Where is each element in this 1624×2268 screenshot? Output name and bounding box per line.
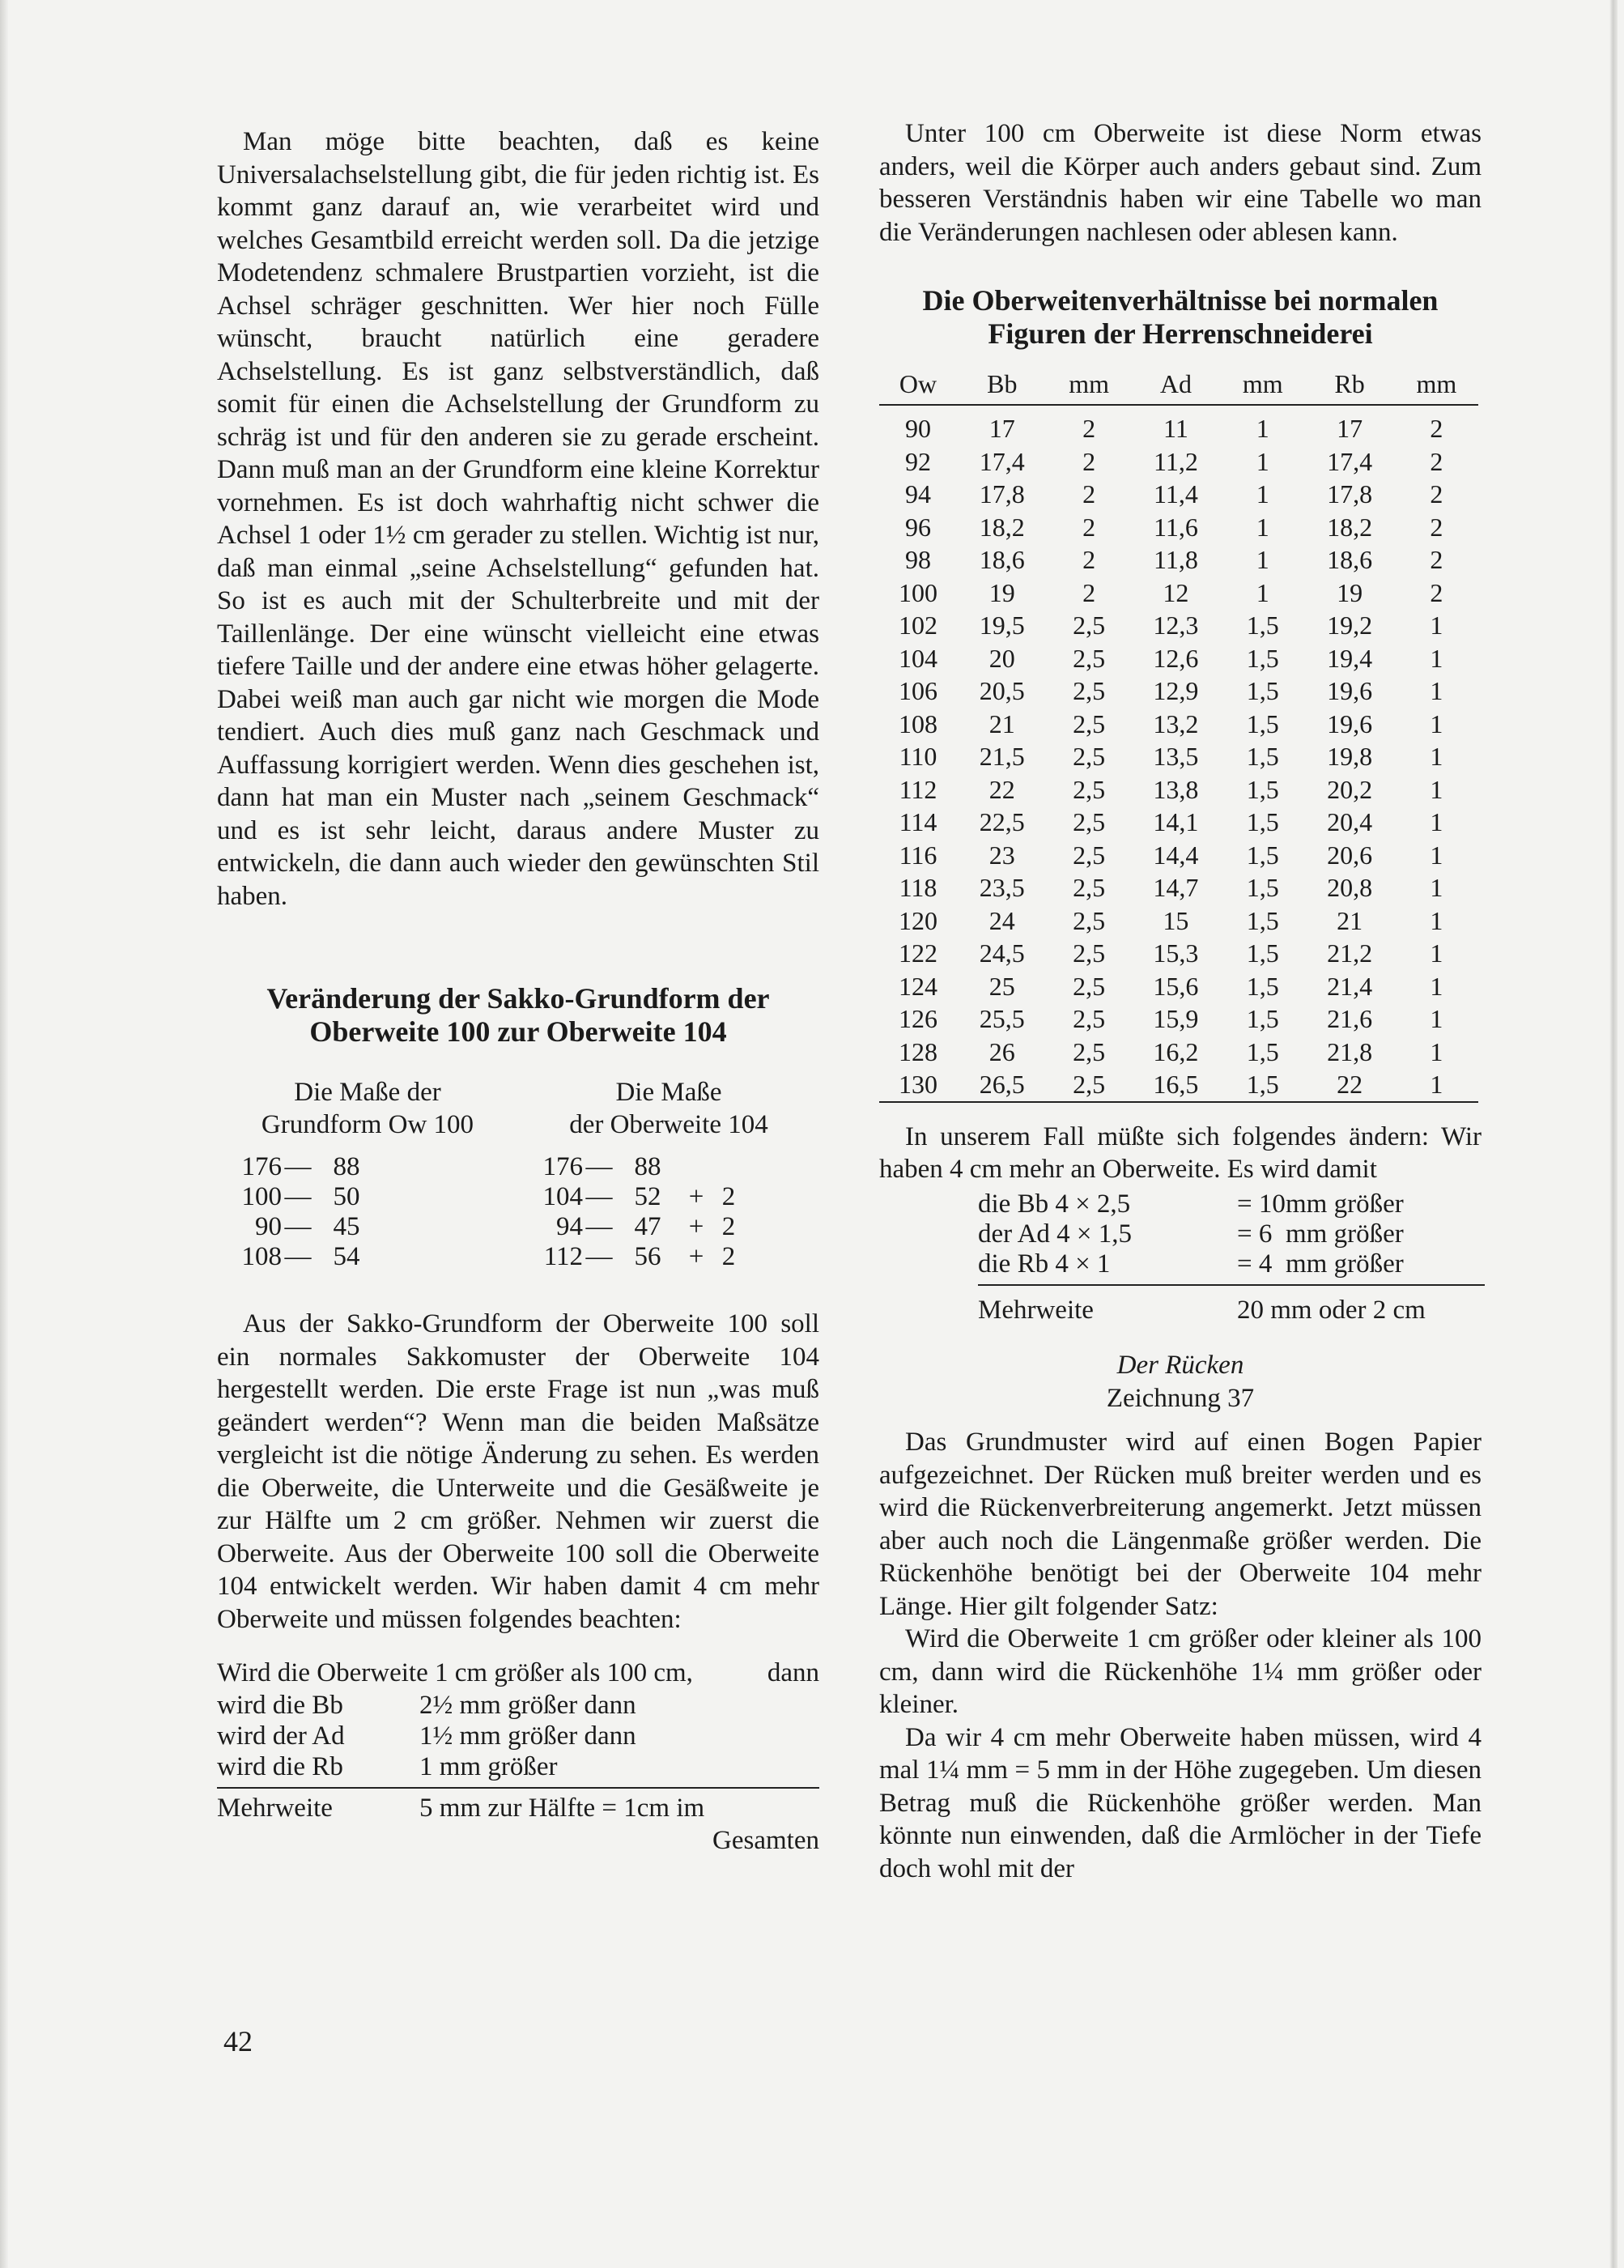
table-cell: 14,7 xyxy=(1153,873,1199,902)
measure-row: 94 — 47 + 2 xyxy=(556,1212,736,1241)
intro-paragraph: Man möge bitte beachten, daß es keine Universalachselstellung gibt, die für jeden richtig ist. Es kommt ganz darauf an, wie verarbeitet wird und welches Gesamtbild erreicht werden soll. Da die jetzige Modetendenz schmalere Brustpartien vorzieht, ist die Achsel schräger geschnitten. Wer hier noch Fülle wünscht, braucht natürlich eine geradere Achselstellung. Es ist ganz selbstverständlich, daß somit für einen die Achselstellung der Grundform zu schräg ist und für den anderen sie zu gerade erscheint. Dann muß man an der Grundform eine kleine Korrektur vornehmen. Es ist doch wahrhaftig nicht schwer die Achsel 1 oder 1½ cm gerader zu stellen. Wichtig ist nur, daß man einmal „seine Achselstellung“ gefunden hat. So ist es auch mit der Schulterbreite und mit der Taillenlänge. Der eine wünscht vielleicht eine etwas tiefere Taille und der andere eine etwas höher gelagerte. Dabei weiß man auch gar nicht wie morgen die Mode tendiert. Auch dies muß ganz nach Geschmack und Auffassung korrigiert werden. Wenn dies geschehen ist, dann hat man ein Muster nach „seinem Geschmack“ und es ist sehr leicht, daraus andere Muster zu entwickeln, die dann auch wieder den gewünschten Stil haben. xyxy=(217,127,819,911)
table-cell: 1,5 xyxy=(1246,611,1279,640)
table-cell: 2,5 xyxy=(1073,807,1106,836)
table-cell: 2,5 xyxy=(1073,611,1106,640)
table-cell: 12,3 xyxy=(1153,611,1199,640)
table-cell: 17,8 xyxy=(1327,479,1373,508)
left-column xyxy=(217,126,819,1857)
table-cell: 21,2 xyxy=(1327,938,1373,968)
table-cell: 13,8 xyxy=(1153,774,1199,804)
table-cell: 21 xyxy=(1337,905,1363,935)
calc-row: der Ad 4 × 1,5 = 6 mm größer xyxy=(978,1219,1404,1249)
table-cell: 2 xyxy=(1430,577,1443,607)
table-cell: 12,9 xyxy=(1153,676,1199,705)
table-cell: 21,4 xyxy=(1327,971,1373,1001)
table-cell: 1 xyxy=(1430,708,1443,738)
table-cell: 19,2 xyxy=(1327,611,1373,640)
table-cell: 1 xyxy=(1430,938,1443,968)
table-cell: 19,5 xyxy=(979,611,1025,640)
table-cell: 14,4 xyxy=(1153,840,1199,870)
after-table-paragraph: In unserem Fall müßte sich folgendes ändern: Wir haben 4 cm mehr an Oberweite. Es wird damit xyxy=(879,1121,1482,1184)
table-header-cell: Ad xyxy=(1159,368,1192,398)
table-cell: 1 xyxy=(1256,577,1269,607)
measures-left xyxy=(217,1076,518,1272)
table-row xyxy=(879,937,1478,970)
table-cell: 16,2 xyxy=(1153,1036,1199,1066)
table-cell: 1,5 xyxy=(1246,643,1279,673)
table-cell: 1 xyxy=(1430,676,1443,705)
table-cell: 2,5 xyxy=(1073,840,1106,870)
table-cell: 24 xyxy=(988,905,1015,935)
table-cell: 1,5 xyxy=(1246,938,1279,968)
table-cell: 1 xyxy=(1256,545,1269,574)
measures-right-head: Die Maße der Oberweite 104 xyxy=(569,1078,768,1139)
table-cell: 2,5 xyxy=(1073,938,1106,968)
table-cell: 17 xyxy=(1337,414,1363,443)
table-cell: 1,5 xyxy=(1246,742,1279,771)
table-cell: 19,6 xyxy=(1327,708,1373,738)
table-cell: 112 xyxy=(899,774,937,804)
table-cell: 18,2 xyxy=(979,512,1025,542)
table-cell: 1,5 xyxy=(1246,1036,1279,1066)
table-cell: 2,5 xyxy=(1073,1070,1106,1099)
table-cell: 18,6 xyxy=(979,545,1025,574)
table-cell: 2,5 xyxy=(1073,905,1106,935)
table-cell: 1 xyxy=(1256,479,1269,508)
table-cell: 110 xyxy=(899,742,937,771)
ruecken-paragraph-3: Da wir 4 cm mehr Oberweite haben müssen, wird 4 mal 1¼ mm = 5 mm in der Höhe zugegeben. Um diesen Betrag muß die Rückenhöhe größer werden. Man könnte nun einwenden, daß die Armlöcher in der Tiefe doch wohl mit der xyxy=(879,1722,1482,1883)
table-cell: 24,5 xyxy=(979,938,1025,968)
measures-left-head: Die Maße der Grundform Ow 100 xyxy=(261,1078,474,1139)
table-row xyxy=(879,543,1478,577)
table-cell: 26,5 xyxy=(979,1070,1025,1099)
measures-right-rows xyxy=(518,1152,819,1272)
table-cell: 1,5 xyxy=(1246,905,1279,935)
table-cell: 2 xyxy=(1082,577,1096,607)
table-cell: 17,8 xyxy=(979,479,1025,508)
section-title-ruecken: Der Rücken xyxy=(1116,1351,1244,1380)
table-cell: 108 xyxy=(899,708,938,738)
table-cell: 122 xyxy=(899,938,938,968)
table-cell: 20,8 xyxy=(1327,873,1373,902)
scan-edge-right xyxy=(1609,0,1618,2268)
table-cell: 11,6 xyxy=(1154,512,1198,542)
table-cell: 1 xyxy=(1430,1036,1443,1066)
rule-first-line: Wird die Oberweite 1 cm größer als 100 cm, dann xyxy=(217,1658,819,1687)
table-row xyxy=(879,445,1478,479)
table-cell: 2,5 xyxy=(1073,742,1106,771)
table-header-cell: Ow xyxy=(899,368,937,398)
table-cell: 2,5 xyxy=(1073,676,1106,705)
table-cell: 19,6 xyxy=(1327,676,1373,705)
table-cell: 1 xyxy=(1430,1070,1443,1099)
table-row xyxy=(879,642,1478,675)
measure-row: 90 — 45 xyxy=(255,1212,360,1241)
ruecken-paragraph-2: Wird die Oberweite 1 cm größer oder kleiner als 100 cm, dann wird die Rückenhöhe 1¼ mm größer oder kleiner. xyxy=(879,1624,1482,1719)
table-cell: 100 xyxy=(899,577,938,607)
table-row xyxy=(879,405,1478,445)
table-header-cell: Bb xyxy=(987,368,1018,398)
sakko-paragraph: Aus der Sakko-Grundform der Oberweite 100 soll ein normales Sakkomuster der Oberweite 104 hergestellt werden. Die erste Frage ist nun „was muß geändert werden“? Wenn man die beiden Maßsätze vergleicht ist die nötige Änderung zu sehen. Es werden die Oberweite, die Unterweite und die Gesäßweite je zur Hälfte um 2 cm größer. Nehmen wir zuerst die Oberweite. Aus der Oberweite 100 soll die Oberweite 104 entwickelt werden. Wir haben damit 4 cm mehr Oberweite und müssen folgendes beachten: xyxy=(217,1309,819,1634)
table-cell: 13,5 xyxy=(1153,742,1199,771)
scan-edge-left xyxy=(0,0,8,2268)
table-cell: 19 xyxy=(1337,577,1363,607)
table-row xyxy=(879,1002,1478,1036)
table-cell: 11,8 xyxy=(1154,545,1198,574)
table-cell: 23,5 xyxy=(979,873,1025,902)
table-cell: 2 xyxy=(1430,446,1443,476)
table-cell: 20,2 xyxy=(1327,774,1373,804)
table-cell: 118 xyxy=(899,873,937,902)
ruecken-paragraph-1: Das Grundmuster wird auf einen Bogen Papier aufgezeichnet. Der Rücken muß breiter werden und es wird die Rückenverbreiterung angemerkt. Jetzt müssen aber auch noch die Längenmaße größer werden. Die Rückenhöhe benötigt bei der Oberweite 104 mehr Länge. Hier gilt folgender Satz: xyxy=(879,1428,1482,1621)
table-cell: 11,2 xyxy=(1154,446,1198,476)
table-cell: 2 xyxy=(1082,545,1096,574)
oberweiten-table xyxy=(879,364,1478,1103)
table-cell: 2 xyxy=(1430,414,1443,443)
table-cell: 1,5 xyxy=(1246,1070,1279,1099)
measure-row: 100 — 50 xyxy=(241,1182,360,1211)
table-cell: 2,5 xyxy=(1073,873,1106,902)
table-cell: 16,5 xyxy=(1153,1070,1199,1099)
table-row xyxy=(879,1068,1478,1102)
measures-left-rows xyxy=(217,1152,518,1272)
table-cell: 96 xyxy=(905,512,932,542)
table-row xyxy=(879,609,1478,642)
table-row xyxy=(879,740,1478,773)
table-cell: 1,5 xyxy=(1246,1004,1279,1033)
table-row xyxy=(879,871,1478,904)
table-cell: 1 xyxy=(1430,611,1443,640)
table-cell: 1,5 xyxy=(1246,971,1279,1001)
measure-row: 176 — 88 xyxy=(241,1152,360,1181)
table-cell: 1,5 xyxy=(1246,807,1279,836)
table-row xyxy=(879,511,1478,544)
table-cell: 22 xyxy=(1337,1070,1363,1099)
table-cell: 14,1 xyxy=(1153,807,1199,836)
table-cell: 13,2 xyxy=(1153,708,1199,738)
rule-rows xyxy=(217,1690,819,1782)
table-cell: 12,6 xyxy=(1153,643,1199,673)
table-cell: 19,4 xyxy=(1327,643,1373,673)
table-cell: 130 xyxy=(899,1070,938,1099)
table-cell: 1 xyxy=(1430,840,1443,870)
table-title: Die Oberweitenverhältnisse bei normalen Figuren der Herrenschneiderei xyxy=(922,284,1439,350)
table-cell: 106 xyxy=(899,676,938,705)
rule-total-cont: Gesamten xyxy=(712,1826,819,1855)
table-cell: 2,5 xyxy=(1073,643,1106,673)
table-cell: 1 xyxy=(1256,446,1269,476)
table-cell: 21,6 xyxy=(1327,1004,1373,1033)
table-cell: 104 xyxy=(899,643,938,673)
table-cell: 19,8 xyxy=(1327,742,1373,771)
table-cell: 12 xyxy=(1163,577,1189,607)
table-cell: 17 xyxy=(988,414,1015,443)
table-cell: 18,6 xyxy=(1327,545,1373,574)
table-cell: 94 xyxy=(905,479,932,508)
table-cell: 20,6 xyxy=(1327,840,1373,870)
table-row xyxy=(879,708,1478,741)
measure-row: 104 — 52 + 2 xyxy=(542,1182,736,1211)
table-cell: 98 xyxy=(905,545,932,574)
table-row xyxy=(879,904,1478,938)
table-cell: 1 xyxy=(1430,971,1443,1001)
table-cell: 116 xyxy=(899,840,937,870)
table-cell: 26 xyxy=(988,1036,1015,1066)
table-cell: 1 xyxy=(1430,873,1443,902)
section-subtitle-zeichnung: Zeichnung 37 xyxy=(1106,1383,1255,1413)
table-cell: 2 xyxy=(1430,479,1443,508)
table-cell: 1,5 xyxy=(1246,676,1279,705)
table-cell: 15,3 xyxy=(1153,938,1199,968)
right-intro-paragraph: Unter 100 cm Oberweite ist diese Norm etwas anders, weil die Körper auch anders gebaut sind. Zum besseren Verständnis haben wir eine Tabelle wo man die Veränderungen nachlesen oder ablesen kann. xyxy=(879,119,1482,247)
calc-divider xyxy=(978,1284,1485,1286)
table-cell: 1 xyxy=(1430,807,1443,836)
table-cell: 11 xyxy=(1163,414,1188,443)
table-cell: 2 xyxy=(1430,545,1443,574)
table-row xyxy=(879,970,1478,1003)
table-row xyxy=(879,1036,1478,1069)
table-cell: 2,5 xyxy=(1073,1036,1106,1066)
table-cell: 15 xyxy=(1163,905,1189,935)
rule-row: wird der Ad 1½ mm größer dann xyxy=(217,1721,636,1751)
table-cell: 1 xyxy=(1430,774,1443,804)
section-heading-sakko: Veränderung der Sakko-Grundform der Oberweite 100 zur Oberweite 104 xyxy=(266,982,770,1048)
table-cell: 22,5 xyxy=(979,807,1025,836)
table-cell: 21,5 xyxy=(979,742,1025,771)
table-cell: 15,9 xyxy=(1153,1004,1199,1033)
table-cell: 19 xyxy=(988,577,1015,607)
measures-right xyxy=(518,1076,819,1272)
table-cell: 21,8 xyxy=(1327,1036,1373,1066)
table-cell: 1 xyxy=(1256,512,1269,542)
table-cell: 15,6 xyxy=(1153,971,1199,1001)
table-cell: 2 xyxy=(1430,512,1443,542)
table-cell: 1,5 xyxy=(1246,774,1279,804)
table-cell: 124 xyxy=(899,971,938,1001)
table-cell: 1 xyxy=(1256,414,1269,443)
table-header-cell: mm xyxy=(1242,368,1283,398)
right-column xyxy=(879,117,1482,1885)
table-cell: 2 xyxy=(1082,414,1096,443)
table-cell: 1 xyxy=(1430,1004,1443,1033)
table-cell: 11,4 xyxy=(1154,479,1198,508)
rule-total: Mehrweite 5 mm zur Hälfte = 1cm im xyxy=(217,1793,705,1823)
table-row xyxy=(879,839,1478,872)
table-cell: 1,5 xyxy=(1246,708,1279,738)
table-cell: 21 xyxy=(988,708,1015,738)
oberweite-rule-table xyxy=(217,1657,819,1857)
table-cell: 2 xyxy=(1082,446,1096,476)
table-header-cell: mm xyxy=(1069,368,1109,398)
rule-row: wird die Bb 2½ mm größer dann xyxy=(217,1690,636,1720)
rule-divider xyxy=(217,1787,819,1789)
table-cell: 2 xyxy=(1082,479,1096,508)
table-row xyxy=(879,674,1478,708)
table-cell: 18,2 xyxy=(1327,512,1373,542)
table-cell: 1 xyxy=(1430,905,1443,935)
table-cell: 92 xyxy=(905,446,932,476)
table-cell: 2,5 xyxy=(1073,774,1106,804)
table-cell: 2,5 xyxy=(1073,971,1106,1001)
table-row xyxy=(879,773,1478,806)
table-cell: 17,4 xyxy=(979,446,1025,476)
table-row xyxy=(879,577,1478,610)
table-cell: 20 xyxy=(988,643,1015,673)
calc-total: Mehrweite 20 mm oder 2 cm xyxy=(978,1295,1426,1325)
table-header-cell: Rb xyxy=(1334,368,1365,398)
calc-row: die Rb 4 × 1 = 4 mm größer xyxy=(978,1249,1404,1279)
table-cell: 102 xyxy=(899,611,938,640)
table-cell: 20,5 xyxy=(979,676,1025,705)
page-number: 42 xyxy=(223,2025,253,2057)
table-cell: 128 xyxy=(899,1036,938,1066)
table-cell: 2,5 xyxy=(1073,1004,1106,1033)
table-cell: 1,5 xyxy=(1246,873,1279,902)
table-cell: 25,5 xyxy=(979,1004,1025,1033)
table-header-cell: mm xyxy=(1416,368,1457,398)
table-cell: 114 xyxy=(899,807,937,836)
measure-row: 176 — 88 xyxy=(542,1152,661,1181)
measure-row: 112 — 56 + 2 xyxy=(543,1242,736,1271)
table-cell: 1 xyxy=(1430,643,1443,673)
table-cell: 2 xyxy=(1082,512,1096,542)
table-cell: 126 xyxy=(899,1004,938,1033)
calc-row: die Bb 4 × 2,5 = 10 mm größer xyxy=(978,1189,1404,1219)
table-cell: 2,5 xyxy=(1073,708,1106,738)
change-calculation xyxy=(978,1189,1485,1327)
table-row xyxy=(879,478,1478,511)
table-cell: 1,5 xyxy=(1246,840,1279,870)
measures-comparison xyxy=(217,1076,819,1272)
measure-row: 108 — 54 xyxy=(241,1242,360,1271)
table-cell: 120 xyxy=(899,905,938,935)
table-header-row xyxy=(879,364,1478,405)
table-cell: 23 xyxy=(988,840,1015,870)
table-cell: 1 xyxy=(1430,742,1443,771)
table-cell: 90 xyxy=(905,414,932,443)
rule-row: wird die Rb 1 mm größer xyxy=(217,1751,558,1781)
table-cell: 20,4 xyxy=(1327,807,1373,836)
table-cell: 25 xyxy=(988,971,1015,1001)
table-cell: 17,4 xyxy=(1327,446,1373,476)
table-cell: 22 xyxy=(988,774,1015,804)
table-row xyxy=(879,806,1478,839)
